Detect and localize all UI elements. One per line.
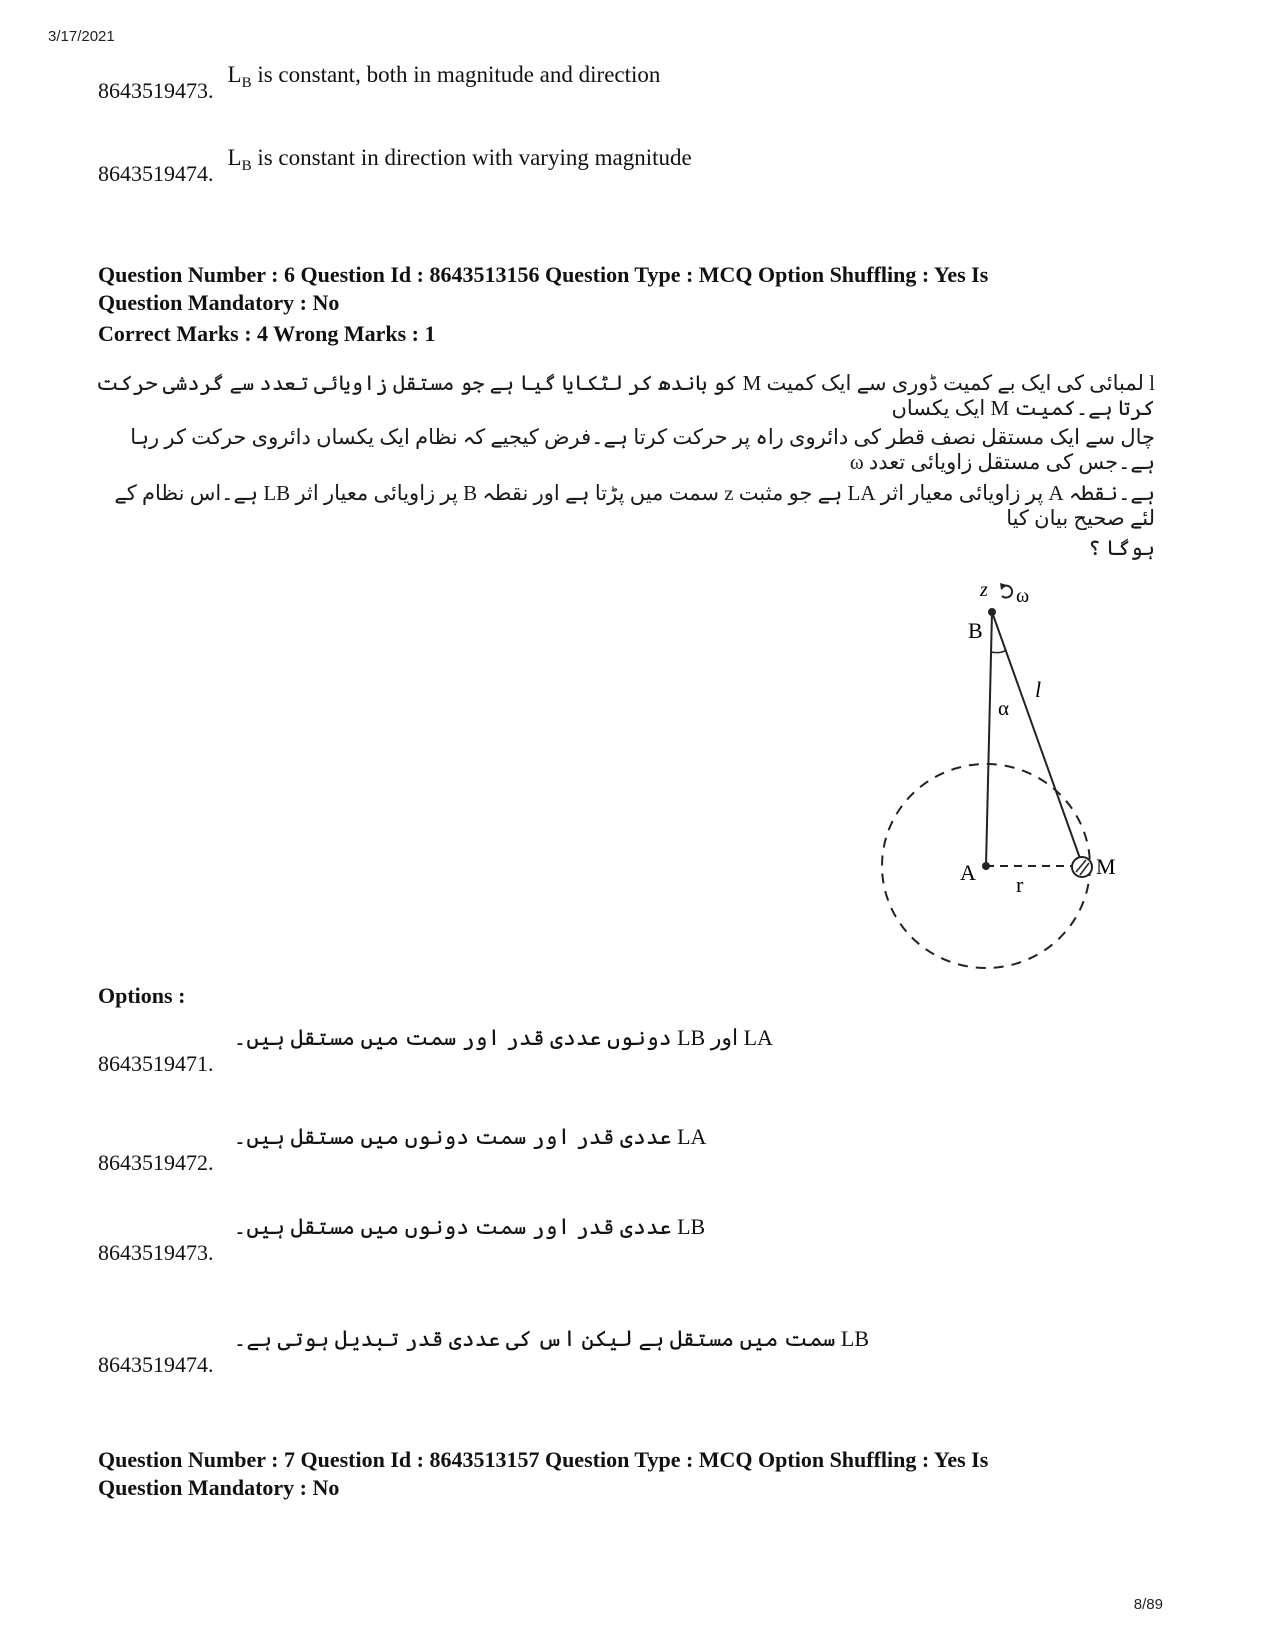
page-number: 8/89 xyxy=(1133,1596,1163,1613)
option-id: 8643519472. xyxy=(98,1150,214,1175)
mass-bob xyxy=(1072,857,1092,877)
option-2[interactable] xyxy=(98,1124,707,1175)
option-id: 8643519471. xyxy=(98,1051,214,1076)
label-alpha: α xyxy=(998,696,1010,720)
question-marks: Correct Marks : 4 Wrong Marks : 1 xyxy=(98,321,436,346)
options-label: Options : xyxy=(98,983,186,1008)
point-a xyxy=(982,862,990,870)
option-text: LA اور LB دونوں عددی قدر اور سمت میں مستقل ہیں۔ xyxy=(233,1025,773,1050)
conical-pendulum-figure xyxy=(860,570,1160,980)
prev-option-1 xyxy=(98,62,661,103)
option-1[interactable] xyxy=(98,1025,773,1076)
angle-arc xyxy=(991,650,1006,653)
option-text: $L_B$ is constant, both in magnitude and direction xyxy=(227,62,661,91)
option-3[interactable] xyxy=(98,1214,706,1265)
question-text-line-4: ہوگا ؟ xyxy=(1088,536,1155,560)
vertical-axis-line xyxy=(986,612,992,866)
point-b xyxy=(988,608,996,616)
label-b: B xyxy=(968,618,983,643)
option-text: LB عددی قدر اور سمت دونوں میں مستقل ہیں۔ xyxy=(233,1214,706,1239)
print-date: 3/17/2021 xyxy=(48,28,115,45)
question-text-line-1: l لمبائی کی ایک بے کمیت ڈوری سے ایک کمیت M کو باندھ کر لٹکایا گیا ہے جو مستقل زاویائی تعدد سے گردشی حرکت کرتا ہے۔کمیت M ایک یکساں xyxy=(96,371,1155,420)
question-header: Question Number : 7 Question Id : 8643513157 Question Type : MCQ Option Shuffling : Yes Is Question Mandatory : No xyxy=(98,1447,989,1500)
option-id: 8643519474. xyxy=(98,1352,214,1377)
option-4[interactable] xyxy=(98,1326,870,1377)
option-text: LA عددی قدر اور سمت دونوں میں مستقل ہیں۔ xyxy=(233,1124,707,1149)
option-id: 8643519473. xyxy=(98,78,214,103)
prev-option-2 xyxy=(98,145,692,186)
label-m: M xyxy=(1096,854,1116,879)
option-id: 8643519473. xyxy=(98,1240,214,1265)
option-id: 8643519474. xyxy=(98,161,214,186)
label-l: l xyxy=(1035,677,1042,702)
question-header: Question Number : 6 Question Id : 8643513156 Question Type : MCQ Option Shuffling : Yes Is Question Mandatory : No xyxy=(98,262,989,315)
option-text: LB سمت میں مستقل ہے لیکن اس کی عددی قدر تبدیل ہوتی ہے۔ xyxy=(233,1326,870,1351)
label-z: z xyxy=(980,579,988,601)
label-omega: ω xyxy=(1016,585,1030,607)
label-r: r xyxy=(1016,872,1024,897)
label-a: A xyxy=(960,860,976,885)
question-text-line-2: چال سے ایک مستقل نصف قطر کی دائروی راہ پر حرکت کرتا ہے۔فرض کیجیے کہ نظام ایک یکساں دائروی حرکت کر رہا ہے۔جس کی مستقل زاویائی تعدد ω xyxy=(130,425,1155,474)
question-text-line-3: ہے۔نقطہ A پر زاویائی معیار اثر LA ہے جو مثبت z سمت میں پڑتا ہے اور نقطہ B پر زاویائی معیار اثر LB ہے۔اس نظام کے لئے صحیح بیان کیا xyxy=(114,481,1155,530)
option-text: $L_B$ is constant in direction with varying magnitude xyxy=(227,145,692,174)
